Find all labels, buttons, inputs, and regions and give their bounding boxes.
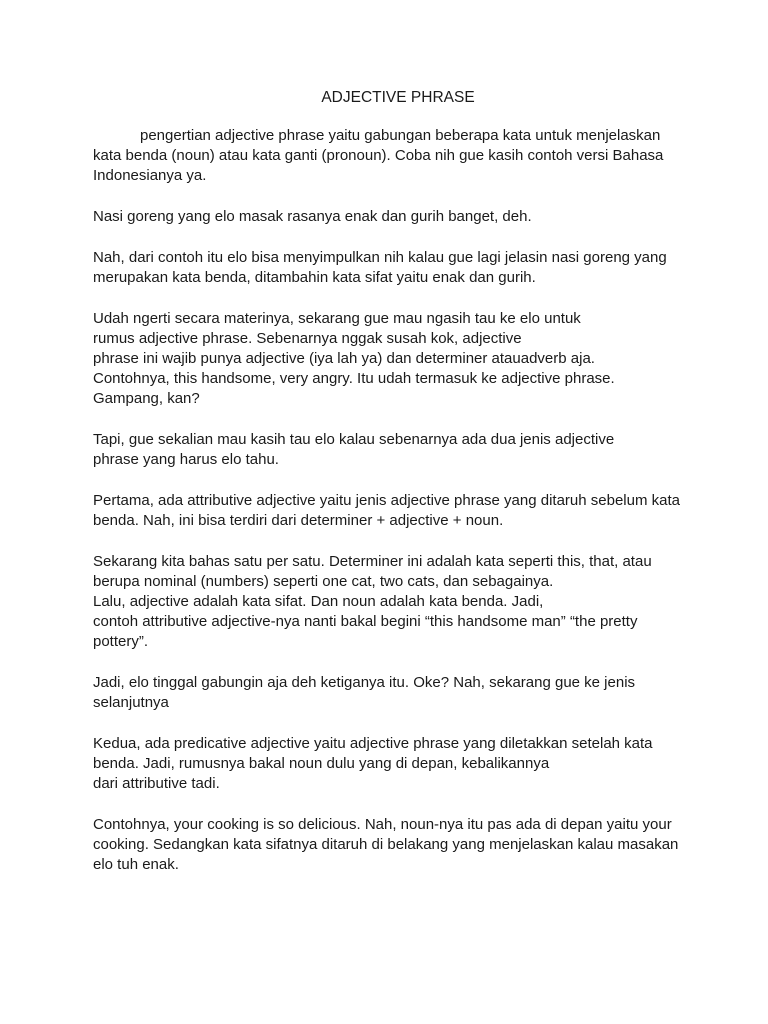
text-line: rumus adjective phrase. Sebenarnya nggak susah kok, adjective <box>93 330 522 347</box>
paragraph-definition <box>93 126 693 186</box>
text-line: Pertama, ada attributive adjective yaitu jenis adjective phrase yang ditaruh sebelum kata <box>93 492 680 509</box>
paragraph-attributive <box>93 491 693 531</box>
text-line: Nah, dari contoh itu elo bisa menyimpulkan nih kalau gue lagi jelasin nasi goreng yang <box>93 249 667 266</box>
text-line: merupakan kata benda, ditambahin kata sifat yaitu enak dan gurih. <box>93 269 536 286</box>
text-line: benda. Jadi, rumusnya bakal noun dulu yang di depan, kebalikannya <box>93 755 550 772</box>
text-line: Gampang, kan? <box>93 390 200 407</box>
paragraph-two-types <box>93 430 693 470</box>
text-line: cooking. Sedangkan kata sifatnya ditaruh di belakang yang menjelaskan kalau masakan <box>93 836 679 853</box>
text-line: contoh attributive adjective-nya nanti bakal begini “this handsome man” “the pretty <box>93 613 638 630</box>
text-line: Jadi, elo tinggal gabungin aja deh ketiganya itu. Oke? Nah, sekarang gue ke jenis <box>93 674 636 691</box>
text-line: phrase ini wajib punya adjective (iya lah ya) dan determiner atauadverb aja. <box>93 350 595 367</box>
paragraph-predicative-example <box>93 815 693 875</box>
text-line: benda. Nah, ini bisa terdiri dari determiner + adjective + noun. <box>93 512 504 529</box>
text-line: pengertian adjective phrase yaitu gabungan beberapa kata untuk menjelaskan <box>140 127 661 144</box>
text-line: Indonesianya ya. <box>93 167 207 184</box>
text-line: pottery”. <box>93 633 149 650</box>
text-line: berupa nominal (numbers) seperti one cat, two cats, dan sebagainya. <box>93 573 554 590</box>
text-line: phrase yang harus elo tahu. <box>93 451 279 468</box>
text-line: Tapi, gue sekalian mau kasih tau elo kalau sebenarnya ada dua jenis adjective <box>93 431 615 448</box>
text-line: kata benda (noun) atau kata ganti (pronoun). Coba nih gue kasih contoh versi Bahasa <box>93 147 664 164</box>
text-line: selanjutnya <box>93 694 169 711</box>
text-line: Kedua, ada predicative adjective yaitu adjective phrase yang diletakkan setelah kata <box>93 735 653 752</box>
paragraph-formula <box>93 309 693 409</box>
text-line: Udah ngerti secara materinya, sekarang gue mau ngasih tau ke elo untuk <box>93 310 581 327</box>
paragraph-predicative <box>93 734 693 794</box>
text-line: Contohnya, this handsome, very angry. Itu udah termasuk ke adjective phrase. <box>93 370 615 387</box>
paragraph-explanation <box>93 248 693 288</box>
text-line: Contohnya, your cooking is so delicious. Nah, noun-nya itu pas ada di depan yaitu your <box>93 816 672 833</box>
paragraph-combine <box>93 673 693 713</box>
paragraph-example <box>93 207 693 227</box>
page-title: ADJECTIVE PHRASE <box>321 89 475 106</box>
document-body <box>93 126 693 896</box>
text-line: Nasi goreng yang elo masak rasanya enak dan gurih banget, deh. <box>93 208 532 225</box>
text-line: Lalu, adjective adalah kata sifat. Dan noun adalah kata benda. Jadi, <box>93 593 544 610</box>
paragraph-determiner <box>93 552 693 652</box>
text-line: elo tuh enak. <box>93 856 179 873</box>
text-line: dari attributive tadi. <box>93 775 220 792</box>
text-line: Sekarang kita bahas satu per satu. Determiner ini adalah kata seperti this, that, atau <box>93 553 652 570</box>
